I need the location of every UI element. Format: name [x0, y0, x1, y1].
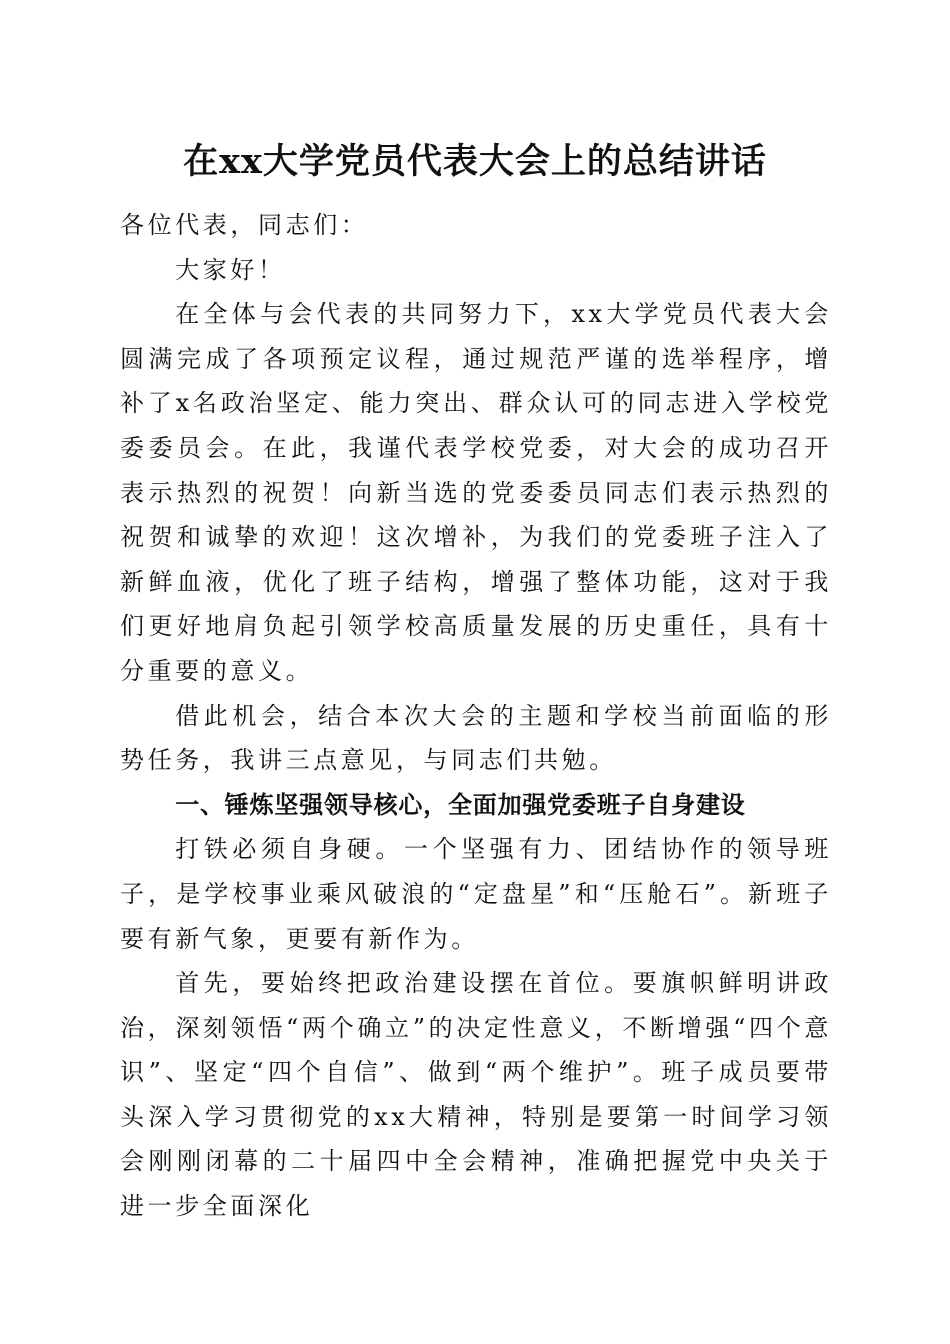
- greeting: 大家好！: [175, 255, 286, 284]
- paragraph-intro-points: 借此机会，结合本次大会的主题和学校当前面临的形势任务，我讲三点意见，与同志们共勉。: [120, 701, 832, 775]
- paragraph-opening: 在全体与会代表的共同努力下，xx大学党员代表大会圆满完成了各项预定议程，通过规范严谨的选举程序，增补了x名政治坚定、能力突出、群众认可的同志进入学校党委委员会。在此，我谨代表学校党委，对大会的成功召开表示热烈的祝贺！向新当选的党委委员同志们表示热烈的祝贺和诚挚的欢迎！这次增补，为我们的党委班子注入了新鲜血液，优化了班子结构，增强了整体功能，这对于我们更好地肩负起引领学校高质量发展的历史重任，具有十分重要的意义。: [120, 300, 832, 685]
- salutation: 各位代表，同志们：: [120, 211, 369, 239]
- paragraph-leadership: 打铁必须自身硬。一个坚强有力、团结协作的领导班子，是学校事业乘风破浪的“定盘星”和“压舱石”。新班子要有新气象，更要有新作为。: [120, 835, 832, 953]
- paragraph-political-building: 首先，要始终把政治建设摆在首位。要旗帜鲜明讲政治，深刻领悟“两个确立”的决定性意义，不断增强“四个意识”、坚定“四个自信”、做到“两个维护”。班子成员要带头深入学习贯彻党的xx大精神，特别是要第一时间学习领会刚刚闭幕的二十届四中全会精神，准确把握党中央关于进一步全面深化: [120, 969, 832, 1221]
- document-body: [120, 203, 832, 1229]
- section-heading-1: 一、锤炼坚强领导核心，全面加强党委班子自身建设: [175, 790, 746, 819]
- document-title: 在xx大学党员代表大会上的总结讲话: [183, 141, 767, 182]
